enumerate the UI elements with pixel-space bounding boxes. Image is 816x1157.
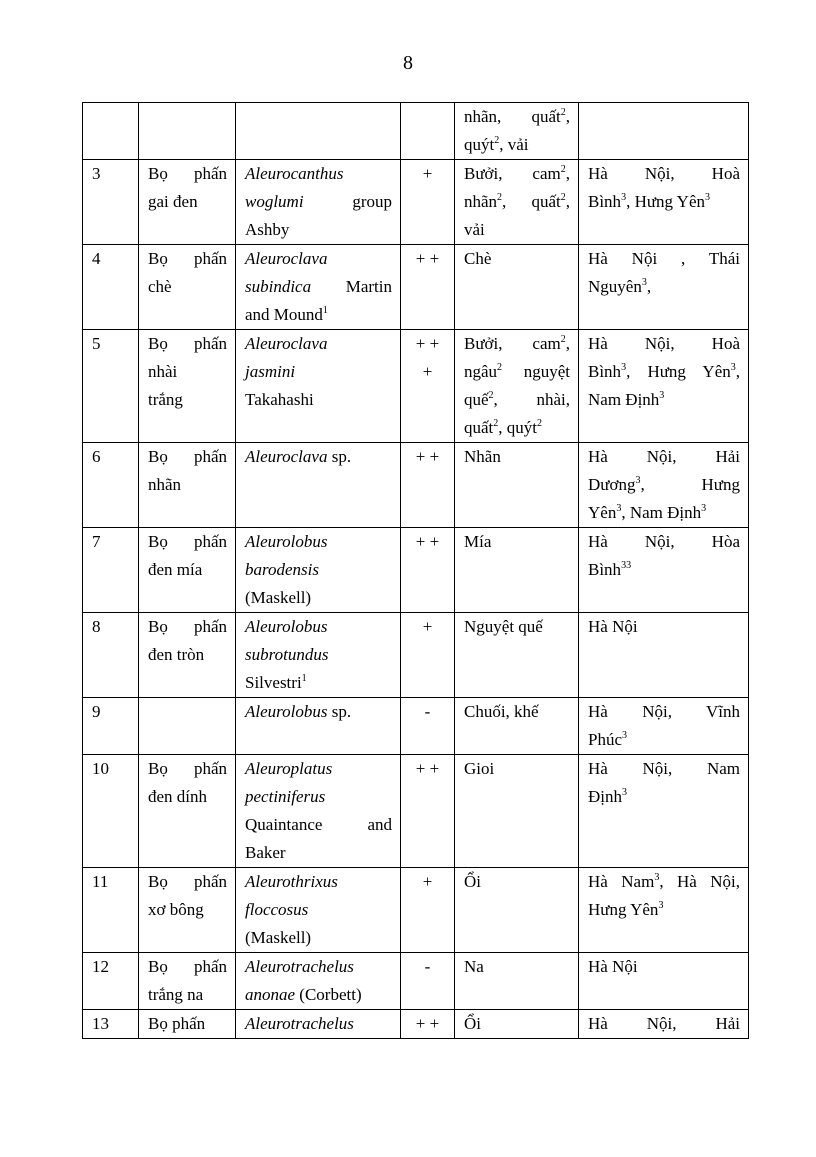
table-row xyxy=(83,245,749,330)
host-plants xyxy=(455,613,579,698)
text-run: Hà Nội , Thái xyxy=(588,249,740,268)
common-name xyxy=(139,1010,236,1039)
row-number: 4 xyxy=(83,245,139,330)
cell-line xyxy=(588,443,740,471)
scientific-name: Aleuroclava xyxy=(245,334,328,353)
common-name xyxy=(139,698,236,755)
text-run: Chè xyxy=(464,249,492,268)
row-number: 9 xyxy=(83,698,139,755)
footnote-ref: 2 xyxy=(494,135,500,146)
footnote-ref: 2 xyxy=(497,192,503,203)
row-number: 10 xyxy=(83,755,139,868)
footnote-ref: 3 xyxy=(654,872,660,883)
cell-line xyxy=(245,301,392,329)
cell-line xyxy=(588,783,740,811)
scientific-name: Aleurolobus xyxy=(245,617,328,636)
scientific-name-cell xyxy=(236,868,401,953)
cell-line xyxy=(464,103,570,131)
text-run: quýt xyxy=(464,135,495,154)
cell-line xyxy=(245,188,392,216)
cell-line xyxy=(464,188,570,216)
cell-line xyxy=(245,386,392,414)
common-name xyxy=(139,613,236,698)
cell-line xyxy=(588,471,740,499)
locations xyxy=(579,528,749,613)
cell-line xyxy=(588,698,740,726)
table-row xyxy=(83,1010,749,1039)
text-run: Ashby xyxy=(245,220,290,239)
text-run: Bưởi, cam xyxy=(464,164,561,183)
text-run: Hà Nội, Hải xyxy=(588,1014,740,1033)
scientific-name: Aleurotrachelus xyxy=(245,957,354,976)
text-run: Hà Nội, Hoà xyxy=(588,334,740,353)
locations xyxy=(579,953,749,1010)
text-run: , nhài, xyxy=(493,390,570,409)
footnote-ref: 3 xyxy=(658,900,664,911)
text-run: nhãn xyxy=(464,192,498,211)
row-number: 12 xyxy=(83,953,139,1010)
cell-line xyxy=(464,1010,570,1038)
host-plants xyxy=(455,698,579,755)
cell-line xyxy=(588,726,740,754)
page-number: 8 xyxy=(403,52,413,74)
scientific-name: Aleurocanthus xyxy=(245,164,344,183)
row-number: 5 xyxy=(83,330,139,443)
text-run: Hà Nội, Hải xyxy=(588,447,740,466)
locations xyxy=(579,330,749,443)
cell-line xyxy=(245,1010,392,1038)
cell-line xyxy=(588,896,740,924)
cell-line xyxy=(464,330,570,358)
common-name xyxy=(139,443,236,528)
scientific-name: anonae xyxy=(245,985,296,1004)
density-line: + xyxy=(422,164,433,183)
footnote-ref: 3 xyxy=(622,787,627,798)
scientific-name-cell xyxy=(236,613,401,698)
cell-line xyxy=(245,584,392,612)
row-number xyxy=(83,103,139,160)
common-name-line: đen tròn xyxy=(148,645,205,664)
host-plants xyxy=(455,160,579,245)
cell-line xyxy=(464,613,570,641)
text-run: , Hà Nội, xyxy=(659,872,740,891)
scientific-name-cell xyxy=(236,528,401,613)
text-run: , quất xyxy=(502,192,561,211)
text-run: and Mound xyxy=(245,305,323,324)
text-run: Hà Nội xyxy=(588,617,638,636)
text-run: Hà Nam xyxy=(588,872,655,891)
text-run: Bình xyxy=(588,560,622,579)
locations xyxy=(579,613,749,698)
locations xyxy=(579,868,749,953)
text-run: quế xyxy=(464,390,489,409)
footnote-ref: 2 xyxy=(497,362,503,373)
density-level xyxy=(401,103,455,160)
cell-line xyxy=(245,160,392,188)
common-name-line: Bọ phấn xyxy=(148,957,227,976)
host-plants xyxy=(455,1010,579,1039)
common-name xyxy=(139,755,236,868)
scientific-name-cell xyxy=(236,443,401,528)
common-name xyxy=(139,868,236,953)
text-run: sp. xyxy=(327,447,352,466)
cell-line xyxy=(464,953,570,981)
common-name-line: xơ bông xyxy=(148,900,204,919)
text-run: Nguyệt quế xyxy=(464,617,543,636)
host-plants xyxy=(455,245,579,330)
text-run: , xyxy=(565,192,570,211)
cell-line xyxy=(245,528,392,556)
density-level xyxy=(401,1010,455,1039)
row-number: 6 xyxy=(83,443,139,528)
footnote-ref: 3 xyxy=(622,730,627,741)
cell-line xyxy=(588,528,740,556)
cell-line xyxy=(245,811,392,839)
text-run: , Hưng xyxy=(640,475,740,494)
footnote-ref: 2 xyxy=(488,390,494,401)
text-run: (Maskell) xyxy=(245,928,312,947)
cell-line xyxy=(588,953,740,981)
common-name xyxy=(139,953,236,1010)
text-run: quất xyxy=(464,418,494,437)
text-run: Phúc xyxy=(588,730,622,749)
table-row xyxy=(83,613,749,698)
row-number: 3 xyxy=(83,160,139,245)
common-name-line: đen mía xyxy=(148,560,203,579)
scientific-name: Aleuroclava xyxy=(245,249,328,268)
density-line: + + xyxy=(415,532,440,551)
cell-line xyxy=(464,131,570,159)
footnote-ref: 33 xyxy=(621,560,632,571)
cell-line xyxy=(464,160,570,188)
cell-line xyxy=(245,443,392,471)
scientific-name: Aleuroplatus xyxy=(245,759,333,778)
text-run: Ổi xyxy=(464,872,481,891)
density-level xyxy=(401,613,455,698)
cell-line xyxy=(464,698,570,726)
scientific-name-cell xyxy=(236,755,401,868)
density-line: + + xyxy=(415,249,440,268)
text-run: Hà Nội, Hoà xyxy=(588,164,740,183)
text-run: Martin xyxy=(311,277,392,296)
cell-line xyxy=(588,386,740,414)
text-run: , xyxy=(565,107,570,126)
cell-line xyxy=(245,556,392,584)
scientific-name-cell xyxy=(236,160,401,245)
row-number: 11 xyxy=(83,868,139,953)
footnote-ref: 2 xyxy=(493,418,499,429)
common-name-line: Bọ phấn xyxy=(148,532,227,551)
density-level xyxy=(401,245,455,330)
scientific-name: woglumi xyxy=(245,192,304,211)
footnote-ref: 2 xyxy=(560,164,566,175)
locations xyxy=(579,1010,749,1039)
scientific-name: Aleuroclava xyxy=(245,447,328,466)
host-plants xyxy=(455,868,579,953)
cell-line xyxy=(245,358,392,386)
cell-line xyxy=(464,216,570,244)
common-name-line: trắng na xyxy=(148,985,204,1004)
species-table xyxy=(82,102,749,1039)
text-run: Bình xyxy=(588,362,622,381)
footnote-ref: 3 xyxy=(621,362,627,373)
footnote-ref: 3 xyxy=(701,503,707,514)
footnote-ref: 2 xyxy=(560,107,566,118)
density-line: + xyxy=(422,872,433,891)
cell-line xyxy=(464,414,570,442)
scientific-name: subindica xyxy=(245,277,312,296)
footnote-ref: 3 xyxy=(659,390,665,401)
footnote-ref: 1 xyxy=(322,305,328,316)
text-run: Hà Nội, Nam xyxy=(588,759,740,778)
cell-line xyxy=(245,245,392,273)
footnote-ref: 3 xyxy=(621,192,627,203)
host-plants xyxy=(455,443,579,528)
text-run: , Hưng Yên xyxy=(626,192,705,211)
text-run: , xyxy=(565,334,570,353)
text-run: Chuối, khế xyxy=(464,702,539,721)
footnote-ref: 1 xyxy=(301,673,307,684)
text-run: , vải xyxy=(499,135,529,154)
common-name-line: Bọ phấn xyxy=(148,334,227,353)
scientific-name-cell xyxy=(236,1010,401,1039)
density-line: + + xyxy=(415,447,440,466)
locations xyxy=(579,755,749,868)
cell-line xyxy=(245,755,392,783)
text-run: (Corbett) xyxy=(295,985,362,1004)
text-run: , xyxy=(565,164,570,183)
text-run: Bình xyxy=(588,192,622,211)
common-name-line: gai đen xyxy=(148,192,198,211)
common-name-line: đen dính xyxy=(148,787,208,806)
common-name-line: Bọ phấn xyxy=(148,617,227,636)
text-run: , xyxy=(735,362,740,381)
common-name xyxy=(139,160,236,245)
density-level xyxy=(401,528,455,613)
cell-line xyxy=(588,755,740,783)
cell-line xyxy=(588,868,740,896)
common-name-line: Bọ phấn xyxy=(148,249,227,268)
cell-line xyxy=(464,386,570,414)
cell-line xyxy=(245,783,392,811)
footnote-ref: 2 xyxy=(560,192,566,203)
scientific-name: jasmini xyxy=(245,362,296,381)
text-run: Hà Nội, Vĩnh xyxy=(588,702,740,721)
text-run: Baker xyxy=(245,843,286,862)
density-level xyxy=(401,443,455,528)
locations xyxy=(579,160,749,245)
density-line: + + xyxy=(415,1014,440,1033)
cell-line xyxy=(245,896,392,924)
density-line: - xyxy=(424,702,431,721)
cell-line xyxy=(245,981,392,1009)
text-run: ngâu xyxy=(464,362,498,381)
common-name xyxy=(139,528,236,613)
cell-line xyxy=(245,669,392,697)
cell-line xyxy=(245,868,392,896)
cell-line xyxy=(464,868,570,896)
common-name-line: Bọ phấn xyxy=(148,447,227,466)
density-line: + xyxy=(422,617,433,636)
scientific-name: subrotundus xyxy=(245,645,329,664)
common-name xyxy=(139,330,236,443)
table-row xyxy=(83,528,749,613)
footnote-ref: 2 xyxy=(560,334,566,345)
density-line: + + xyxy=(415,759,440,778)
scientific-name: pectiniferus xyxy=(245,787,326,806)
text-run: Mía xyxy=(464,532,492,551)
common-name xyxy=(139,103,236,160)
text-run: Hà Nội, Hòa xyxy=(588,532,740,551)
host-plants xyxy=(455,755,579,868)
text-run: Dương xyxy=(588,475,636,494)
table-row xyxy=(83,755,749,868)
scientific-name-cell xyxy=(236,953,401,1010)
footnote-ref: 3 xyxy=(705,192,710,203)
density-level xyxy=(401,755,455,868)
text-run: Takahashi xyxy=(245,390,314,409)
scientific-name: Aleurothrixus xyxy=(245,872,338,891)
host-plants xyxy=(455,330,579,443)
cell-line xyxy=(245,330,392,358)
table-row xyxy=(83,443,749,528)
text-run: Yên xyxy=(588,503,617,522)
text-run: , quýt xyxy=(498,418,538,437)
cell-line xyxy=(464,443,570,471)
text-run: Hưng Yên xyxy=(588,900,659,919)
density-line: - xyxy=(424,957,431,976)
cell-line xyxy=(588,358,740,386)
density-level xyxy=(401,698,455,755)
cell-line xyxy=(245,641,392,669)
cell-line xyxy=(588,556,740,584)
common-name-line: Bọ phấn xyxy=(148,759,227,778)
table-row xyxy=(83,698,749,755)
text-run: Na xyxy=(464,957,484,976)
cell-line xyxy=(464,755,570,783)
cell-line xyxy=(588,613,740,641)
text-run: , xyxy=(646,277,652,296)
host-plants xyxy=(455,953,579,1010)
table-row xyxy=(83,160,749,245)
text-run: sp. xyxy=(327,702,352,721)
scientific-name: Aleurolobus xyxy=(245,702,328,721)
common-name-line: chè xyxy=(148,277,172,296)
cell-line xyxy=(245,953,392,981)
locations xyxy=(579,103,749,160)
density-level xyxy=(401,330,455,443)
density-level xyxy=(401,953,455,1010)
cell-line xyxy=(464,358,570,386)
text-run: Nam Định xyxy=(588,390,660,409)
scientific-name-cell xyxy=(236,245,401,330)
text-run: (Maskell) xyxy=(245,588,312,607)
text-run: , Nam Định xyxy=(621,503,702,522)
common-name xyxy=(139,245,236,330)
scientific-name-cell xyxy=(236,103,401,160)
density-line: + xyxy=(422,362,433,381)
text-run: Silvestri xyxy=(245,673,302,692)
scientific-name: Aleurolobus xyxy=(245,532,328,551)
text-run: , Hưng Yên xyxy=(626,362,731,381)
text-run: Bưởi, cam xyxy=(464,334,561,353)
text-run: Quaintance and xyxy=(245,815,392,834)
footnote-ref: 3 xyxy=(635,475,641,486)
density-level xyxy=(401,160,455,245)
cell-line xyxy=(245,924,392,952)
table-row xyxy=(83,103,749,160)
cell-line xyxy=(588,330,740,358)
text-run: Nhãn xyxy=(464,447,501,466)
host-plants xyxy=(455,528,579,613)
cell-line xyxy=(588,245,740,273)
cell-line xyxy=(245,839,392,867)
common-name-line: nhài xyxy=(148,362,178,381)
scientific-name-cell xyxy=(236,330,401,443)
text-run: vải xyxy=(464,220,485,239)
common-name-line: Bọ phấn xyxy=(148,872,227,891)
text-run: nguyệt xyxy=(502,362,570,381)
cell-line xyxy=(245,698,392,726)
scientific-name: barodensis xyxy=(245,560,319,579)
footnote-ref: 3 xyxy=(616,503,622,514)
text-run: Định xyxy=(588,787,622,806)
density-level xyxy=(401,868,455,953)
text-run: Hà Nội xyxy=(588,957,638,976)
scientific-name-cell xyxy=(236,698,401,755)
cell-line xyxy=(245,216,392,244)
cell-line xyxy=(588,273,740,301)
cell-line xyxy=(245,273,392,301)
footnote-ref: 2 xyxy=(537,418,543,429)
row-number: 7 xyxy=(83,528,139,613)
text-run: Gioi xyxy=(464,759,495,778)
locations xyxy=(579,245,749,330)
locations xyxy=(579,698,749,755)
scientific-name: floccosus xyxy=(245,900,309,919)
scientific-name: Aleurotrachelus xyxy=(245,1014,354,1033)
footnote-ref: 3 xyxy=(730,362,736,373)
common-name-line: nhãn xyxy=(148,475,182,494)
host-plants xyxy=(455,103,579,160)
table-row xyxy=(83,953,749,1010)
row-number: 8 xyxy=(83,613,139,698)
cell-line xyxy=(588,1010,740,1038)
common-name-line: trắng xyxy=(148,390,183,409)
text-run: Ổi xyxy=(464,1014,481,1033)
cell-line xyxy=(588,499,740,527)
text-run: group xyxy=(303,192,392,211)
cell-line xyxy=(464,245,570,273)
cell-line xyxy=(588,160,740,188)
text-run: Nguyên xyxy=(588,277,642,296)
table-row xyxy=(83,868,749,953)
text-run: nhãn, quất xyxy=(464,107,561,126)
cell-line xyxy=(464,528,570,556)
cell-line xyxy=(245,613,392,641)
row-number: 13 xyxy=(83,1010,139,1039)
common-name-line: Bọ phấn xyxy=(148,164,227,183)
footnote-ref: 3 xyxy=(641,277,647,288)
table-row xyxy=(83,330,749,443)
common-name-line: Bọ phấn xyxy=(148,1014,206,1033)
locations xyxy=(579,443,749,528)
cell-line xyxy=(588,188,740,216)
density-line: + + xyxy=(415,334,440,353)
